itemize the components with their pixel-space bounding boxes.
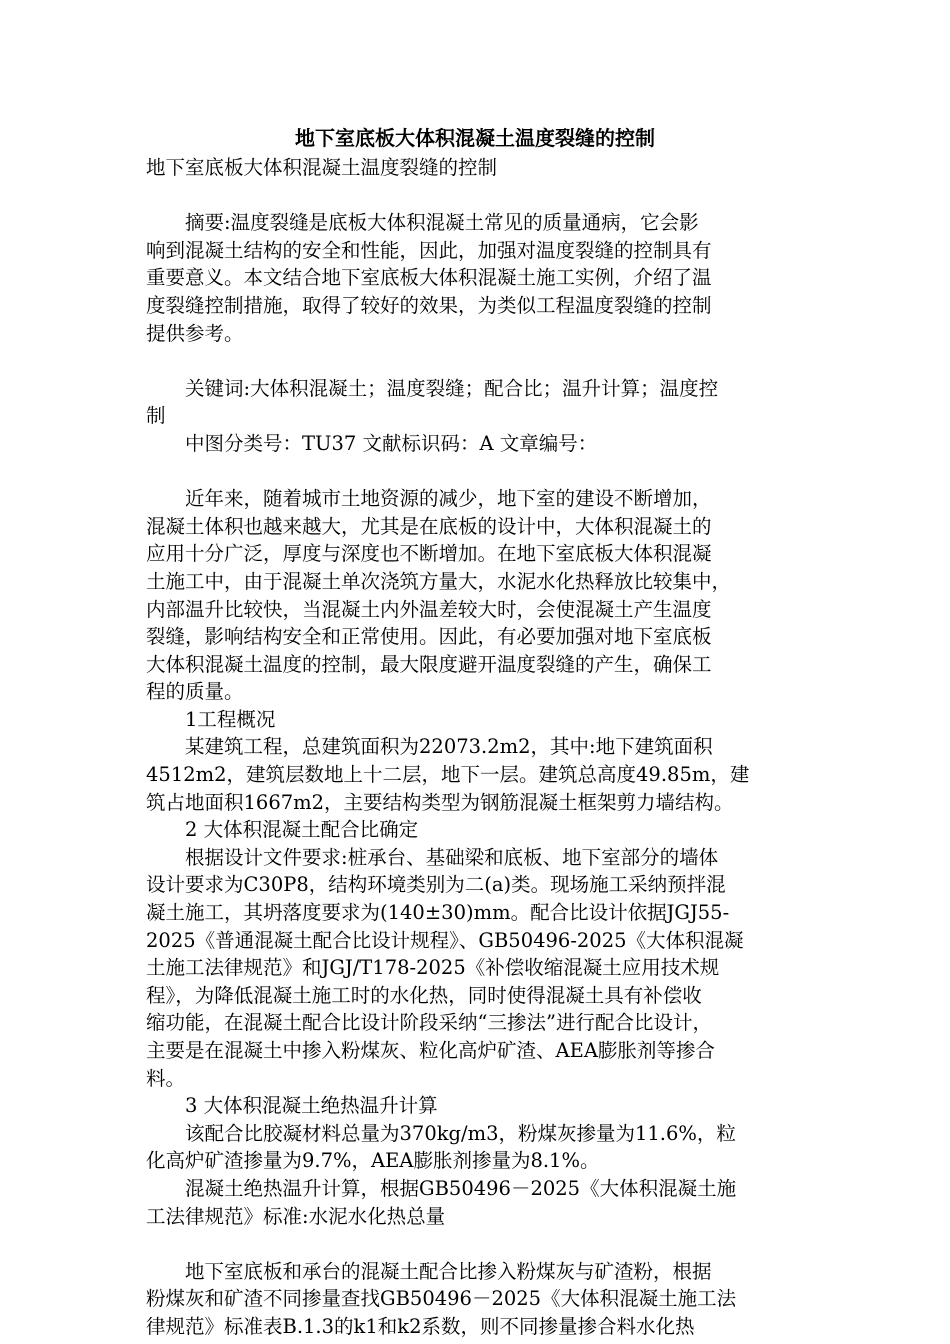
text-line: 土施工中，由于混凝土单次浇筑方量大，水泥水化热释放比较集中，: [146, 569, 732, 593]
blank-line: [146, 347, 804, 375]
text-line: 摘要:温度裂缝是底板大体积混凝土常见的质量通病，它会影: [146, 211, 699, 235]
text-line: 内部温升比较快，当混凝土内外温差较大时，会使混凝土产生温度: [146, 597, 712, 621]
text-line: 近年来，随着城市土地资源的减少，地下室的建设不断增加，: [146, 487, 712, 511]
text-line: 缩功能，在混凝土配合比设计阶段采纳“三掺法”进行配合比设计，: [146, 1011, 712, 1035]
text-line: 土施工法律规范》和JGJ/T178-2025《补偿收缩混凝土应用技术规: [146, 956, 720, 980]
text-line: 主要是在混凝土中掺入粉煤灰、粒化高炉矿渣、AEA膨胀剂等掺合: [146, 1039, 715, 1062]
document-title: 地下室底板大体积混凝土温度裂缝的控制: [295, 126, 655, 150]
text-line: 大体积混凝土温度的控制，最大限度避开温度裂缝的产生，确保工: [146, 652, 712, 676]
text-line: 关键词:大体积混凝土；温度裂缝；配合比；温升计算；温度控: [146, 376, 719, 400]
text-line: 2 大体积混凝土配合比确定: [146, 818, 419, 842]
text-line: 1工程概况: [146, 707, 276, 731]
text-line: 设计要求为C30P8，结构环境类别为二(a)类。现场施工采纳预拌混: [146, 873, 726, 897]
text-line: 凝土施工，其坍落度要求为(140±30)mm。配合比设计依据JGJ55-: [146, 901, 730, 925]
text-line: 响到混凝土结构的安全和性能，因此，加强对温度裂缝的控制具有: [146, 238, 712, 262]
text-line: 裂缝，影响结构安全和正常使用。因此，有必要加强对地下室底板: [146, 625, 712, 649]
text-line: 料。: [146, 1066, 186, 1090]
text-line: 地下室底板和承台的混凝土配合比掺入粉煤灰与矿渣粉，根据: [146, 1259, 712, 1283]
text-line: 度裂缝控制措施，取得了较好的效果，为类似工程温度裂缝的控制: [146, 293, 712, 317]
blank-line: [146, 1230, 804, 1258]
text-line: 某建筑工程，总建筑面积为22073.2m2，其中:地下建筑面积: [146, 735, 713, 759]
text-line: 程的质量。: [146, 680, 244, 704]
text-line: 该配合比胶凝材料总量为370kg/m3，粉煤灰掺量为11.6%，粒: [146, 1121, 736, 1145]
text-line: 化高炉矿渣掺量为9.7%，AEA膨胀剂掺量为8.1%。: [146, 1149, 600, 1173]
text-line: 制: [146, 404, 166, 428]
text-line: 混凝土绝热温升计算，根据GB50496－2025《大体积混凝土施: [146, 1176, 737, 1200]
text-line: 混凝土体积也越来越大，尤其是在底板的设计中，大体积混凝土的: [146, 514, 712, 538]
text-line: 根据设计文件要求:桩承台、基础梁和底板、地下室部分的墙体: [146, 845, 719, 869]
text-line: 2025《普通混凝土配合比设计规程》、GB50496-2025《大体积混凝: [146, 928, 744, 952]
text-line: 4512m2，建筑层数地上十二层，地下一层。建筑总高度49.85m，建: [146, 763, 750, 787]
document-text: [146, 154, 804, 1341]
text-line: 律规范》标准表B.1.3的k1和k2系数，则不同掺量掺合料水化热: [146, 1314, 695, 1338]
text-line: 地下室底板大体积混凝土温度裂缝的控制: [146, 156, 498, 179]
text-line: 3 大体积混凝土绝热温升计算: [146, 1094, 438, 1118]
text-line: 应用十分广泛，厚度与深度也不断增加。在地下室底板大体积混凝: [146, 542, 712, 566]
text-line: 中图分类号：TU37 文献标识码：A 文章编号：: [146, 431, 598, 455]
text-line: 重要意义。本文结合地下室底板大体积混凝土施工实例，介绍了温: [146, 266, 712, 290]
blank-line: [146, 458, 804, 486]
text-line: 程》，为降低混凝土施工时的水化热，同时使得混凝土具有补偿收: [146, 983, 702, 1007]
text-line: 筑占地面积1667m2，主要结构类型为钢筋混凝土框架剪力墙结构。: [146, 790, 734, 814]
text-line: 工法律规范》标准:水泥水化热总量: [146, 1204, 446, 1228]
text-line: 提供参考。: [146, 321, 244, 345]
text-line: 粉煤灰和矿渣不同掺量查找GB50496－2025《大体积混凝土施工法: [146, 1287, 737, 1311]
blank-line: [146, 182, 804, 210]
document-body: [146, 122, 804, 1341]
